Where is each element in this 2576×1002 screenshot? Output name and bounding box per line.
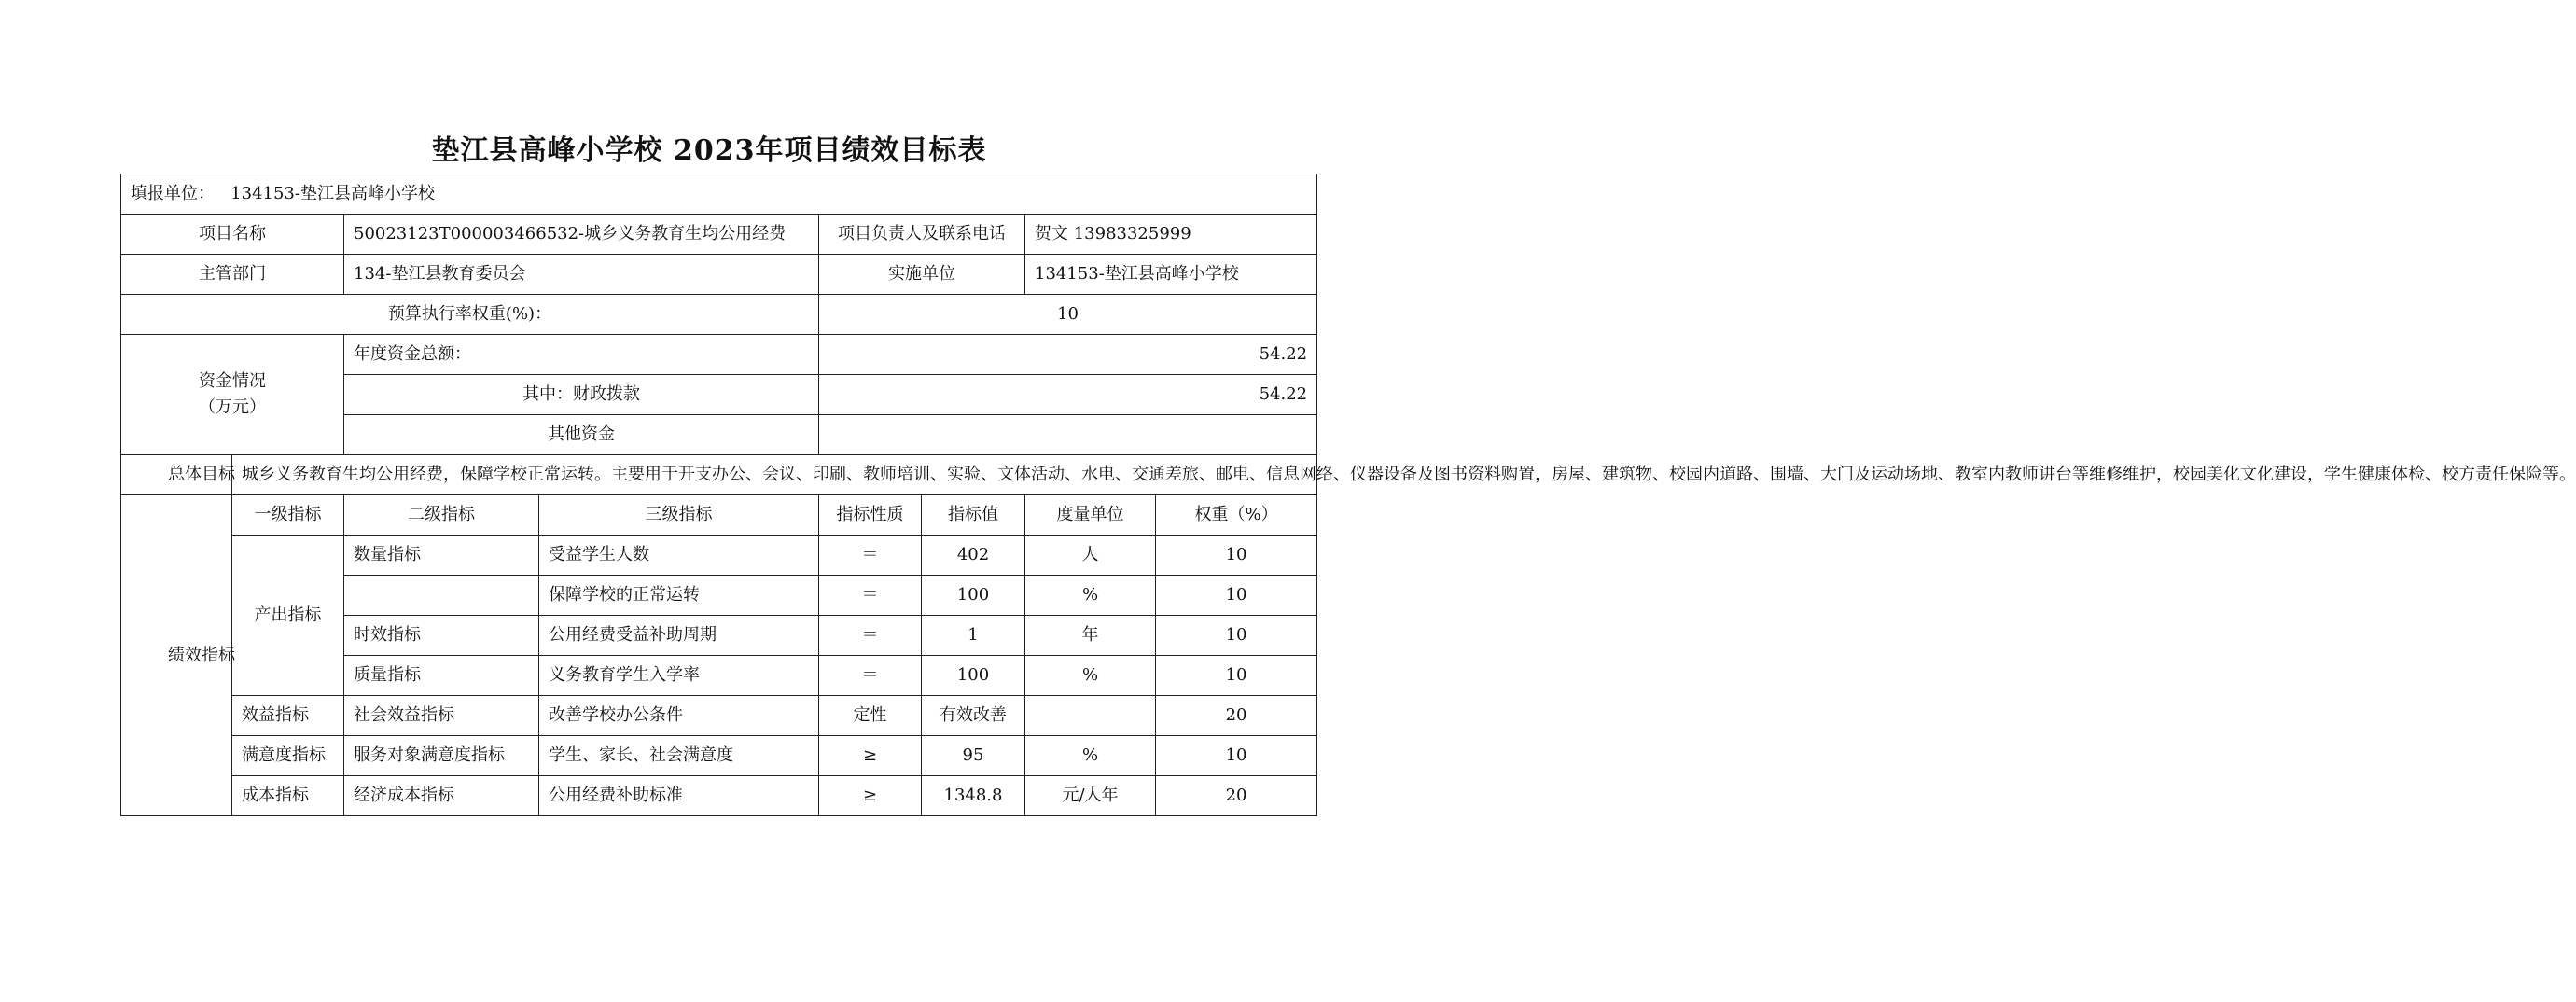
header-l1: 一级指标 — [232, 495, 344, 536]
header-weight: 权重（%） — [1156, 495, 1317, 536]
nature-cell: ＝ — [819, 576, 922, 616]
value-cell: 95 — [922, 736, 1025, 776]
goal-row — [121, 455, 1317, 495]
nature-cell: ≥ — [819, 776, 922, 816]
perf-header-row — [121, 495, 1317, 536]
weight-cell: 10 — [1156, 576, 1317, 616]
project-name-value: 50023123T000003466532-城乡义务教育生均公用经费 — [344, 215, 819, 255]
value-cell: 有效改善 — [922, 696, 1025, 736]
performance-table — [120, 174, 2576, 816]
l2-cell — [344, 576, 539, 616]
annual-value: 54.22 — [819, 335, 1317, 375]
table-row — [121, 696, 1317, 736]
perf-label: 绩效指标 — [168, 645, 235, 665]
impl-value: 134153-垫江县高峰小学校 — [1025, 255, 1317, 295]
l1-cell: 成本指标 — [232, 776, 344, 816]
dept-row — [121, 255, 1317, 295]
weight-cell: 10 — [1156, 656, 1317, 696]
impl-label: 实施单位 — [819, 255, 1025, 295]
l1-cell: 满意度指标 — [232, 736, 344, 776]
l3-cell: 改善学校办公条件 — [539, 696, 819, 736]
project-name-label: 项目名称 — [121, 215, 344, 255]
filler-cell — [121, 174, 1317, 215]
dept-label: 主管部门 — [121, 255, 344, 295]
header-l2: 二级指标 — [344, 495, 539, 536]
nature-cell: ＝ — [819, 536, 922, 576]
funds-label-line1: 资金情况 — [199, 371, 266, 391]
l2-cell: 质量指标 — [344, 656, 539, 696]
goal-label-cell — [121, 455, 235, 495]
weight-cell: 10 — [1156, 536, 1317, 576]
funds-label-line2: （万元） — [199, 397, 266, 417]
l3-cell: 保障学校的正常运转 — [539, 576, 819, 616]
l1-cell: 效益指标 — [232, 696, 344, 736]
l2-cell: 经济成本指标 — [344, 776, 539, 816]
funds-label — [121, 335, 344, 455]
page-title: 垫江县高峰小学校 2023年项目绩效目标表 — [431, 134, 987, 167]
value-cell: 1348.8 — [922, 776, 1025, 816]
budget-weight-row — [121, 295, 1317, 335]
annual-label: 年度资金总额： — [344, 335, 819, 375]
budget-weight-value: 10 — [819, 295, 1317, 335]
l3-cell: 学生、家长、社会满意度 — [539, 736, 819, 776]
fiscal-value: 54.22 — [819, 375, 1317, 415]
project-owner-label: 项目负责人及联系电话 — [819, 215, 1025, 255]
project-owner-value: 贺文 13983325999 — [1025, 215, 1317, 255]
l2-cell: 社会效益指标 — [344, 696, 539, 736]
weight-cell: 10 — [1156, 616, 1317, 656]
goal-text: 城乡义务教育生均公用经费，保障学校正常运转。主要用于开支办公、会议、印刷、教师培训、实验、文体活动、水电、交通差旅、邮电、信息网络、仪器设备及图书资料购置，房屋、建筑物、校园内道路、围墙、大门及运动场地、教室内教师讲台等维修维护，校园美化文化建设，学生健康体检、校方责任保险等。 — [232, 455, 1317, 495]
nature-cell: 定性 — [819, 696, 922, 736]
l2-cell: 数量指标 — [344, 536, 539, 576]
unit-cell: % — [1025, 576, 1156, 616]
dept-value: 134-垫江县教育委员会 — [344, 255, 819, 295]
l2-cell: 时效指标 — [344, 616, 539, 656]
table-row — [121, 776, 1317, 816]
fiscal-label: 其中：财政拨款 — [344, 375, 819, 415]
l2-cell: 服务对象满意度指标 — [344, 736, 539, 776]
weight-cell: 10 — [1156, 736, 1317, 776]
weight-cell: 20 — [1156, 696, 1317, 736]
goal-label: 总体目标 — [168, 465, 235, 484]
filler-label: 填报单位： — [131, 184, 215, 203]
project-row — [121, 215, 1317, 255]
other-funds-label: 其他资金 — [344, 415, 819, 455]
unit-cell — [1025, 696, 1156, 736]
value-cell: 402 — [922, 536, 1025, 576]
weight-cell: 20 — [1156, 776, 1317, 816]
header-value: 指标值 — [922, 495, 1025, 536]
funds-row-annual — [121, 335, 1317, 375]
perf-label-cell — [121, 495, 235, 816]
header-unit: 度量单位 — [1025, 495, 1156, 536]
unit-cell: % — [1025, 736, 1156, 776]
filler-row — [121, 174, 1317, 215]
budget-weight-label: 预算执行率权重(%)： — [121, 295, 819, 335]
value-cell: 1 — [922, 616, 1025, 656]
nature-cell: ≥ — [819, 736, 922, 776]
other-funds-value — [819, 415, 1317, 455]
table-row — [121, 736, 1317, 776]
table-row — [121, 536, 1317, 576]
unit-cell: 元/人年 — [1025, 776, 1156, 816]
nature-cell: ＝ — [819, 616, 922, 656]
nature-cell: ＝ — [819, 656, 922, 696]
unit-cell: 人 — [1025, 536, 1156, 576]
l3-cell: 公用经费补助标准 — [539, 776, 819, 816]
value-cell: 100 — [922, 656, 1025, 696]
output-label: 产出指标 — [232, 536, 344, 696]
l3-cell: 义务教育学生入学率 — [539, 656, 819, 696]
unit-cell: % — [1025, 656, 1156, 696]
l3-cell: 公用经费受益补助周期 — [539, 616, 819, 656]
header-l3: 三级指标 — [539, 495, 819, 536]
filler-value: 134153-垫江县高峰小学校 — [230, 184, 435, 203]
header-nature: 指标性质 — [819, 495, 922, 536]
value-cell: 100 — [922, 576, 1025, 616]
unit-cell: 年 — [1025, 616, 1156, 656]
l3-cell: 受益学生人数 — [539, 536, 819, 576]
